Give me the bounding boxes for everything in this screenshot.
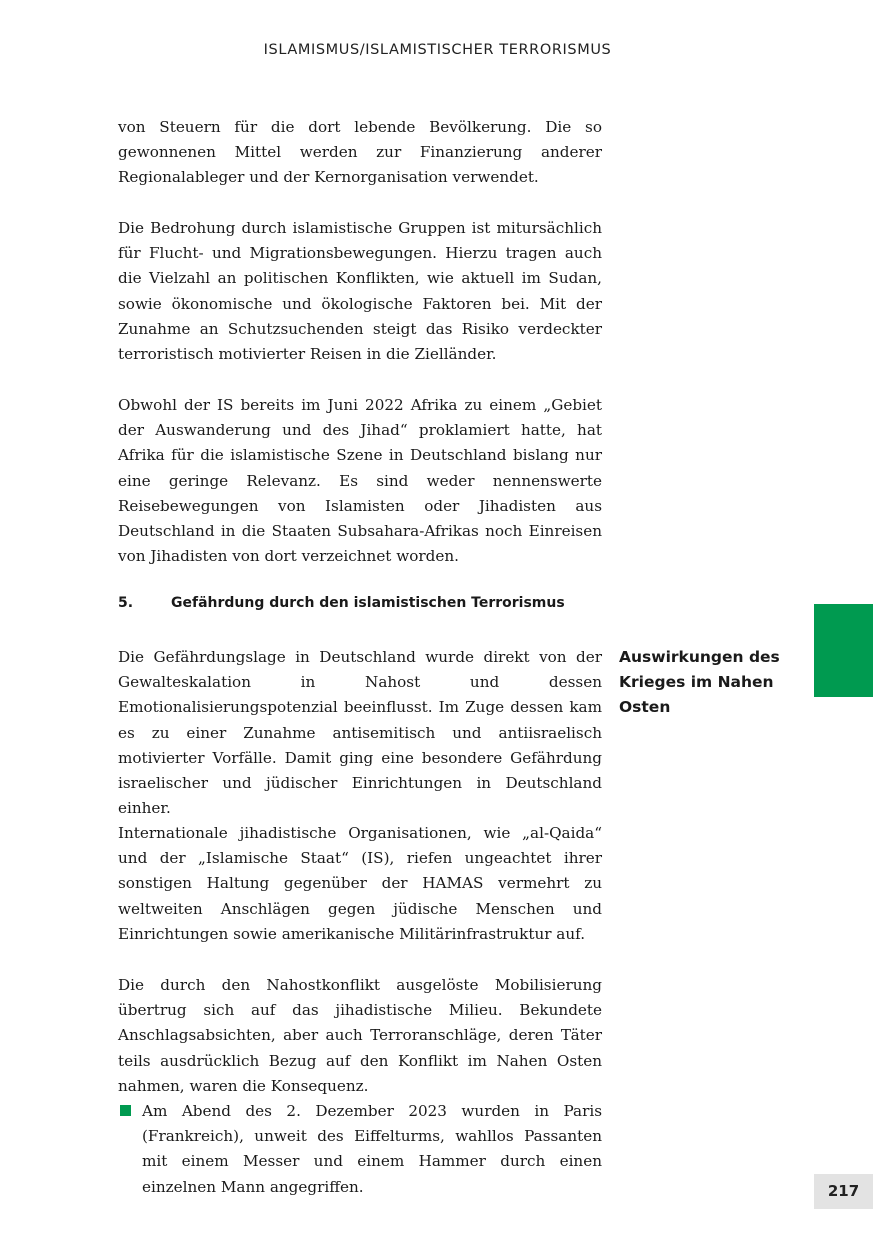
paragraph-5 [118, 821, 602, 947]
section-heading [118, 595, 565, 611]
paragraph-text: Die Gefährdungslage in Deutschland wurde direkt von der Gewalteskalation in Nahost und dessen Emotionalisierungspotenzial beeinflusst. Im Zuge dessen kam es zu einer Zunahme antisemitisch und antiisraelisch motivierter Vorfälle. Damit ging eine besondere Gefährdung israelischer und jüdischer Einrichtungen in Deutschland einher. [118, 648, 602, 818]
page-number: 217 [814, 1174, 873, 1209]
running-header: ISLAMISMUS/ISLAMISTISCHER TERRORISMUS [263, 42, 612, 58]
chapter-tab-marker [814, 604, 873, 697]
paragraph-6 [118, 973, 602, 1099]
section-number: 5. [118, 595, 134, 611]
square-bullet-icon [120, 1105, 131, 1116]
paragraph-4 [118, 645, 602, 821]
paragraph-text: Die durch den Nahostkonflikt ausgelöste Mobilisierung übertrug sich auf das jihadistische Milieu. Bekundete Anschlagsabsichten, aber auch Terroranschläge, deren Täter teils ausdrücklich Bezug auf den Konflikt im Nahen Osten nahmen, waren die Konsequenz. [118, 976, 602, 1095]
paragraph-2 [118, 216, 602, 367]
paragraph-3 [118, 393, 602, 569]
paragraph-text: von Steuern für die dort lebende Bevölkerung. Die so gewonnenen Mittel werden zur Finanzierung anderer Regionalableger und der Kernorganisation verwendet. [118, 118, 602, 187]
margin-note: Auswirkungen des Krieges im Nahen Osten [619, 648, 780, 716]
section-title: Gefährdung durch den islamistischen Terrorismus [171, 595, 565, 611]
paragraph-1 [118, 115, 602, 191]
bullet-item [118, 1099, 602, 1200]
bullet-text: Am Abend des 2. Dezember 2023 wurden in Paris (Frankreich), unweit des Eiffelturms, wahllos Passanten mit einem Messer und einem Hammer durch einen einzelnen Mann angegriffen. [142, 1102, 602, 1196]
paragraph-text: Die Bedrohung durch islamistische Gruppen ist mitursächlich für Flucht- und Migrationsbewegungen. Hierzu tragen auch die Vielzahl an politischen Konflikten, wie aktuell im Sudan, sowie ökonomische und ökologische Faktoren bei. Mit der Zunahme an Schutzsuchenden steigt das Risiko verdeckter terroristisch motivierter Reisen in die Zielländer. [118, 219, 602, 364]
paragraph-text: Obwohl der IS bereits im Juni 2022 Afrika zu einem „Gebiet der Auswanderung und des Jihad“ proklamiert hatte, hat Afrika für die islamistische Szene in Deutschland bislang nur eine geringe Relevanz. Es sind weder nennenswerte Reisebewegungen von Islamisten oder Jihadisten aus Deutschland in die Staaten Subsahara-Afrikas noch Einreisen von Jihadisten von dort verzeichnet worden. [118, 396, 602, 566]
paragraph-text: Internationale jihadistische Organisationen, wie „al-Qaida“ und der „Islamische Staat“ (IS), riefen ungeachtet ihrer sonstigen Haltung gegenüber der HAMAS vermehrt zu weltweiten Anschlägen gegen jüdische Menschen und Einrichtungen sowie amerikanische Militärinfrastruktur auf. [118, 824, 602, 943]
